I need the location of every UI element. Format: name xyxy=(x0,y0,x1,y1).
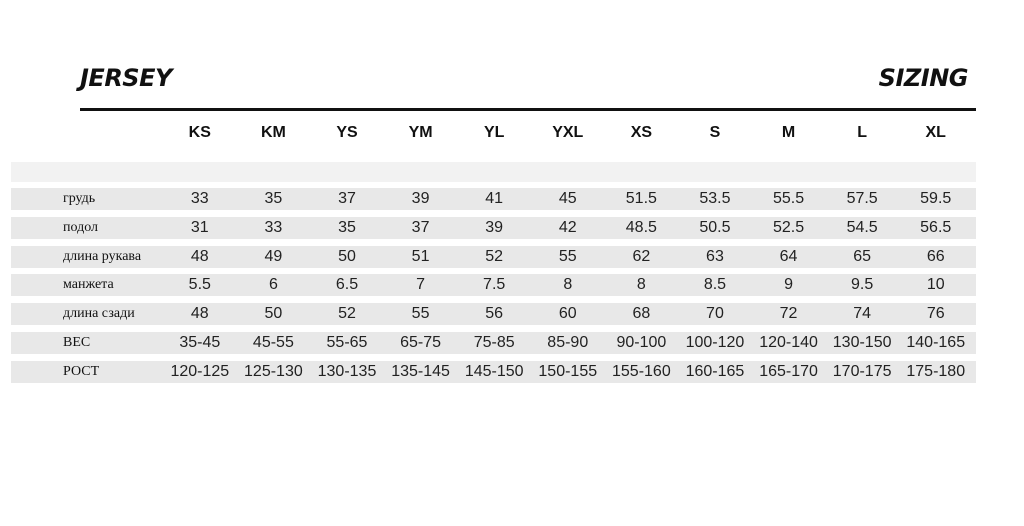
table-cell: 65-75 xyxy=(400,333,442,351)
table-cell: 74 xyxy=(853,305,872,323)
table-cell: 5.5 xyxy=(188,276,211,294)
table-cell: 59.5 xyxy=(920,190,952,207)
table-cell: 63 xyxy=(706,247,724,265)
table-cell: 45 xyxy=(558,190,577,207)
table-cell: 160-165 xyxy=(685,362,745,380)
table-cell: 50.5 xyxy=(699,218,731,236)
table-cell: 50 xyxy=(338,247,356,265)
table-cell: 54.5 xyxy=(846,218,878,236)
size-header-l: L xyxy=(857,124,868,141)
table-row xyxy=(11,361,976,383)
table-cell: 170-175 xyxy=(832,362,892,380)
table-cell: 55-65 xyxy=(326,333,368,351)
size-header-ym: YM xyxy=(408,124,433,141)
table-cell: 9.5 xyxy=(851,276,874,294)
size-header-yl: YL xyxy=(483,124,505,141)
table-cell: 48 xyxy=(190,247,209,265)
table-cell: 100-120 xyxy=(685,333,745,351)
size-header-m: M xyxy=(781,124,796,141)
table-row xyxy=(11,303,976,325)
table-cell: 52 xyxy=(338,305,356,323)
table-row xyxy=(11,332,976,354)
table-cell: 155-160 xyxy=(612,362,671,380)
table-cell: 125-130 xyxy=(244,362,303,380)
table-cell: 60 xyxy=(558,305,577,323)
table-cell: 33 xyxy=(190,190,209,207)
table-cell: 68 xyxy=(632,305,651,323)
size-header-xs: XS xyxy=(630,124,653,141)
table-cell: 50 xyxy=(264,305,283,323)
table-cell: 85-90 xyxy=(547,333,589,351)
table-cell: 90-100 xyxy=(616,333,667,351)
table-cell: 33 xyxy=(264,218,283,236)
table-cell: 130-150 xyxy=(832,333,892,351)
row-label: РОСТ xyxy=(63,363,100,379)
table-cell: 35 xyxy=(264,190,283,207)
table-cell: 70 xyxy=(706,305,724,323)
table-cell: 55 xyxy=(411,305,430,323)
table-cell: 7.5 xyxy=(483,276,506,294)
table-cell: 145-150 xyxy=(464,362,524,380)
table-row xyxy=(11,246,976,268)
table-cell: 8 xyxy=(636,276,646,294)
table-cell: 45-55 xyxy=(252,333,294,351)
table-cell: 57.5 xyxy=(846,190,878,207)
table-cell: 37 xyxy=(338,190,356,207)
table-cell: 62 xyxy=(632,247,651,265)
table-cell: 120-125 xyxy=(170,362,230,380)
size-header-xl: XL xyxy=(925,124,946,141)
size-header-yxl: YXL xyxy=(552,124,584,141)
table-cell: 49 xyxy=(264,247,283,265)
row-label: длина рукава xyxy=(63,248,142,264)
table-cell: 76 xyxy=(926,305,945,323)
table-cell: 55.5 xyxy=(772,190,805,207)
table-cell: 140-165 xyxy=(906,333,966,351)
header-separator-band xyxy=(11,162,976,182)
table-cell: 51.5 xyxy=(625,190,657,207)
table-cell: 35-45 xyxy=(179,333,221,351)
table-cell: 66 xyxy=(926,247,945,265)
table-cell: 10 xyxy=(926,276,945,294)
table-cell: 165-170 xyxy=(759,362,818,380)
table-cell: 56.5 xyxy=(920,218,952,236)
table-cell: 6 xyxy=(268,276,278,294)
table-cell: 56 xyxy=(485,305,504,323)
table-cell: 8 xyxy=(563,276,573,294)
table-cell: 48 xyxy=(190,305,209,323)
size-table xyxy=(11,188,976,390)
table-cell: 75-85 xyxy=(473,333,515,351)
row-label: грудь xyxy=(63,191,96,206)
table-cell: 52 xyxy=(485,247,504,265)
size-header-ys: YS xyxy=(336,124,358,141)
table-cell: 175-180 xyxy=(906,362,966,380)
row-label: манжета xyxy=(63,277,114,293)
table-cell: 35 xyxy=(338,218,356,236)
row-label: длина сзади xyxy=(63,306,135,322)
table-row xyxy=(11,217,976,239)
table-cell: 31 xyxy=(190,218,209,236)
table-cell: 9 xyxy=(784,276,793,294)
size-header-km: KM xyxy=(260,124,286,141)
sizing-title: SIZING xyxy=(878,64,968,92)
table-row xyxy=(11,188,976,210)
table-cell: 135-145 xyxy=(391,362,450,380)
table-cell: 37 xyxy=(411,218,430,236)
table-cell: 64 xyxy=(779,247,798,265)
table-cell: 120-140 xyxy=(759,333,818,351)
table-cell: 51 xyxy=(411,247,430,265)
table-cell: 130-135 xyxy=(317,362,377,380)
table-cell: 41 xyxy=(485,190,504,207)
size-header-s: S xyxy=(709,124,721,141)
row-label: подол xyxy=(63,219,99,235)
table-cell: 6.5 xyxy=(335,276,359,294)
table-cell: 39 xyxy=(485,218,504,236)
table-cell: 53.5 xyxy=(699,190,731,207)
table-cell: 150-155 xyxy=(538,362,598,380)
table-cell: 55 xyxy=(558,247,577,265)
jersey-title: JERSEY xyxy=(80,64,172,92)
size-header-row xyxy=(163,124,973,142)
table-cell: 39 xyxy=(411,190,430,207)
row-label: ВЕС xyxy=(63,334,91,350)
table-cell: 72 xyxy=(779,305,798,323)
table-cell: 8.5 xyxy=(703,276,727,294)
table-cell: 42 xyxy=(558,218,577,236)
table-cell: 7 xyxy=(416,276,426,294)
table-cell: 52.5 xyxy=(772,218,805,236)
title-divider xyxy=(80,108,976,111)
size-header-ks: KS xyxy=(188,124,211,141)
table-cell: 65 xyxy=(853,247,872,265)
table-cell: 48.5 xyxy=(625,218,657,236)
table-row xyxy=(11,274,976,296)
